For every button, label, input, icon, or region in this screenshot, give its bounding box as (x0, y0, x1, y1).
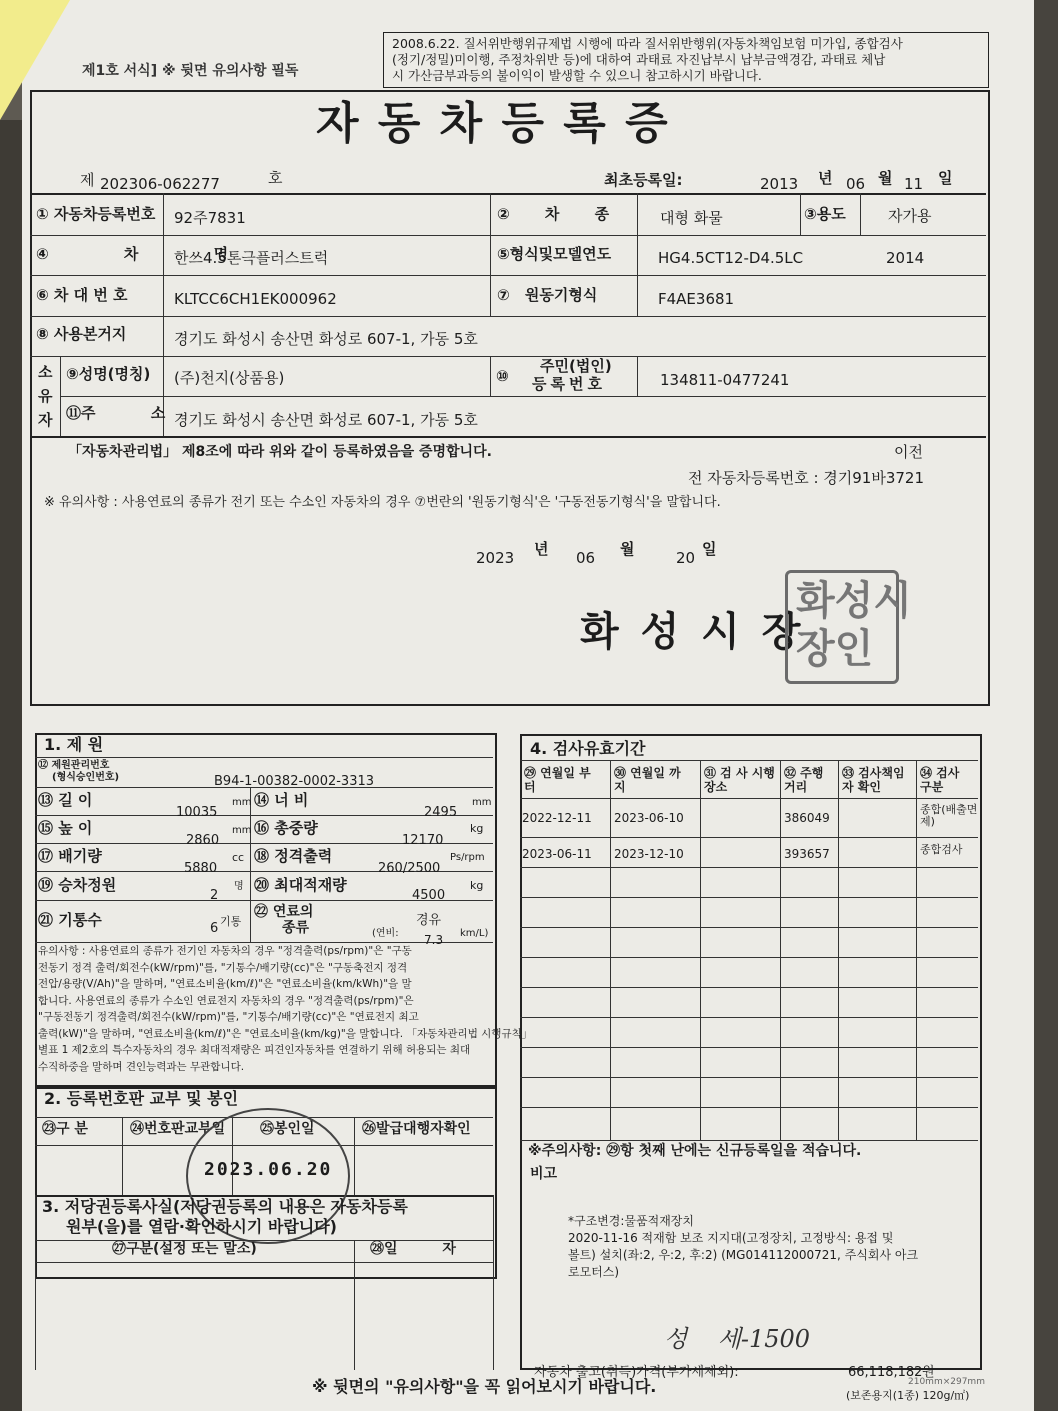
grid-line (520, 1107, 978, 1108)
handwritten-note: 성 세-1500 (664, 1325, 811, 1353)
document-title: 자 동 차 등 록 증 (316, 98, 670, 149)
base-value: 경기도 화성시 송산면 화성로 607-1, 가동 5호 (174, 330, 478, 348)
price-unit: 원 (922, 1365, 935, 1380)
grid-line (700, 760, 701, 1140)
month-char: 월 (878, 169, 893, 187)
grid-line (520, 897, 978, 898)
spec-note-line: 전동기 정격 출력/회전수(kW/rpm)"를, "기통수/배기량(cc)"은 "구동축전지 정격 (38, 961, 408, 974)
max-load-unit: kg (470, 879, 484, 892)
page-shadow-right (1034, 0, 1058, 1411)
grid-line (30, 436, 986, 438)
caution-note: ※ 유의사항 : 사용연료의 종류가 전기 또는 수소인 자동차의 경우 ⑦번란의 '원동기형식'은 '구동전동기형식'을 말합니다. (44, 495, 721, 510)
grid-line (800, 193, 801, 235)
issue-month: 06 (576, 549, 596, 567)
grid-line (122, 1117, 123, 1195)
issue-year-char: 년 (534, 540, 549, 558)
grid-line (520, 760, 978, 761)
footer-notice: ※ 뒷면의 "유의사항"을 꼭 읽어보시기 바랍니다. (312, 1377, 657, 1396)
grid-line (860, 193, 861, 235)
notice-line: (정기/정밀)미이행, 주정차위반 등)에 대하여 과태료 자진납부시 납부금액경감, 과태료 체납 (392, 52, 886, 67)
grid-line (916, 760, 917, 1140)
grid-line (520, 867, 978, 868)
id-label-line1: 주민(법인) (540, 357, 612, 375)
id-label-line2: 등록번호 (532, 375, 606, 393)
length-value: 10035 (176, 805, 218, 820)
remarks-line: 로모터스) (568, 1265, 620, 1279)
vehicle-name-value: 한쓰4.5톤극플러스트럭 (174, 249, 329, 267)
inspection-cell-to: 2023-06-10 (614, 811, 684, 825)
spec-no-label: ⑫ 제원관리번호 (38, 760, 110, 771)
grid-line (30, 193, 986, 195)
spec-note-line: "구동전동기 정격출력/회전수(kW/rpm)"를, "기통수/배기량(cc)"은 "연료전지 최고 (38, 1011, 419, 1023)
spec-no-label-sub: (형식승인번호) (52, 772, 120, 783)
height-unit: mm (232, 825, 252, 836)
cylinders-label: ㉑ 기통수 (38, 911, 102, 929)
prev-label: 이전 (894, 443, 923, 461)
grid-line (520, 1077, 978, 1078)
owner-name-label: ⑨성명(명칭) (66, 365, 151, 383)
rated-power-unit: Ps/rpm (450, 852, 485, 863)
base-label: ⑧ 사용본거지 (36, 325, 127, 343)
grid-line (490, 193, 491, 316)
grid-line (520, 957, 978, 958)
grid-line (520, 927, 978, 928)
spec-note-line: 출력(kW)"을 말하며, "연료소비율(km/ℓ)"은 "연료소비율(km/kg)"을 말합니다. 「자동차관리법 시행규칙」 (38, 1027, 533, 1040)
seats-unit: 명 (234, 881, 244, 892)
fuel-label-sub: 종류 (282, 920, 310, 936)
paper-size: 210mm×297mm (908, 1377, 985, 1387)
height-label: ⑮ 높 이 (38, 819, 93, 837)
inspection-cell-km: 393657 (784, 847, 830, 861)
grid-line (520, 1047, 978, 1048)
grid-line (354, 1240, 355, 1370)
address-value: 경기도 화성시 송산면 화성로 607-1, 가동 5호 (174, 411, 478, 429)
reg-no-label: ① 자동차등록번호 (36, 205, 156, 223)
day-char: 일 (938, 169, 953, 187)
form-reference: 제1호 서식] ※ 뒷면 유의사항 필독 (82, 63, 299, 79)
year-char: 년 (818, 169, 833, 187)
efficiency-label: (연비: (372, 928, 399, 939)
first-reg-day: 11 (904, 175, 924, 193)
grid-line (520, 1140, 978, 1141)
first-reg-label: 최초등록일: (604, 171, 683, 189)
spec-note-line: 합니다. 사용연료의 종류가 수소인 연료전지 자동차의 경우 "정격출력(ps/rpm)"은 (38, 994, 414, 1007)
owner-name-value: (주)천지(상품용) (174, 369, 285, 387)
inspection-col-header: ㉚ 연월일 까 지 (614, 766, 681, 794)
inspection-cell-km: 386049 (784, 811, 830, 825)
price-label: 자동차 출고(취득)가격(부가세제외): (534, 1365, 739, 1380)
vehicle-type-label: ② 차 종 (497, 205, 610, 223)
grid-line (838, 760, 839, 1140)
length-label: ⑬ 길 이 (38, 791, 93, 809)
grid-line (520, 987, 978, 988)
seal-text-top: 화성시 (796, 578, 912, 624)
use-value: 자가용 (888, 207, 932, 225)
mortgage-header-type: ㉗구분(설정 또는 말소) (112, 1241, 257, 1257)
gross-weight-unit: kg (470, 822, 484, 835)
displacement-value: 5880 (184, 861, 218, 876)
seats-label: ⑲ 승차정원 (38, 876, 117, 894)
remarks-line: 2020-11-16 적재함 보조 지지대(고정장치, 고정방식: 용접 및 (568, 1231, 894, 1245)
inspection-title: 4. 검사유효기간 (530, 739, 646, 758)
remarks-line: 볼트) 설치(좌:2, 우:2, 후:2) (MG014112000721, 주식회사 아크 (568, 1248, 919, 1262)
grid-line (493, 1195, 494, 1370)
vehicle-type-value: 대형 화물 (660, 209, 723, 227)
max-load-label: ⑳ 최대적재량 (254, 876, 347, 894)
issue-month-char: 월 (620, 540, 635, 558)
plates-header-sealed: ㉕봉인일 (260, 1121, 315, 1137)
use-label: ③용도 (804, 205, 846, 223)
vehicle-name-label: ④ 차 명 (36, 245, 229, 263)
grid-line (520, 798, 978, 799)
displacement-label: ⑰ 배기량 (38, 847, 102, 865)
inspection-col-header: ㉙ 연월일 부 터 (524, 766, 591, 794)
model-value: HG4.5CT12-D4.5LC (658, 249, 804, 267)
notice-line: 시 가산금부과등의 불이익이 발생할 수 있으니 참고하시기 바랍니다. (392, 68, 762, 83)
remarks-line: *구조변경:물품적재장치 (568, 1214, 694, 1228)
grid-line (30, 316, 986, 317)
reg-no-value: 92주7831 (174, 209, 246, 227)
id-circle-num: ⑩ (496, 367, 509, 385)
width-unit: mm (472, 797, 492, 808)
cylinders-unit: 기통 (220, 915, 242, 928)
seats-value: 2 (210, 888, 219, 903)
grid-line (354, 1117, 355, 1195)
grid-line (610, 760, 611, 1140)
rated-power-value: 260/2500 (378, 861, 441, 876)
grid-line (637, 193, 638, 316)
remarks-label: 비고 (530, 1166, 558, 1182)
grid-line (35, 757, 493, 758)
vin-label: ⑥ 차 대 번 호 (36, 286, 128, 304)
grid-line (30, 235, 986, 236)
official-seal (785, 570, 912, 684)
first-reg-month: 06 (846, 175, 866, 193)
mortgage-title: 3. 저당권등록사실(저당권등록의 내용은 자동차등록 (42, 1197, 408, 1216)
inspection-col-header: ㉝ 검사책임자 확인 (842, 766, 905, 794)
efficiency-value: 7.3 (424, 933, 444, 947)
issue-day-char: 일 (702, 540, 717, 558)
grid-line (30, 356, 986, 357)
inspection-col-header: ㉛ 검 사 시행장소 (704, 766, 775, 794)
cylinders-value: 6 (210, 921, 219, 936)
spec-no-value: B94-1-00382-0002-3313 (214, 774, 375, 789)
paper-stock: (보존용지(1종) 120g/㎡) (846, 1389, 970, 1402)
inspection-notice: ※주의사항: ㉙항 첫째 난에는 신규등록일을 적습니다. (528, 1143, 862, 1159)
spec-note-line: 전압/용량(V/Ah)"을 말하며, "연료소비율(km/ℓ)"은 "연료소비율(km/kWh)"을 말 (38, 978, 412, 990)
max-load-value: 4500 (412, 888, 446, 903)
plates-header-type: ㉓구 분 (42, 1121, 88, 1137)
inspection-cell-to: 2023-12-10 (614, 847, 684, 861)
inspection-col-header: ㉞ 검사 구분 (920, 766, 960, 794)
seal-text-bottom: 장인 (796, 626, 874, 672)
engine-label: ⑦ 원동기형식 (497, 286, 598, 304)
grid-line (60, 396, 986, 397)
height-value: 2860 (186, 833, 220, 848)
grid-line (520, 837, 978, 838)
inspection-cell-kind: 종합(배출면제) (920, 803, 978, 829)
id-value: 134811-0477241 (660, 371, 790, 389)
price-value: 66,118,182 (848, 1365, 923, 1380)
grid-line (780, 760, 781, 1140)
certification-statement: 「자동차관리법」 제8조에 따라 위와 같이 등록하였음을 증명합니다. (68, 444, 492, 460)
mortgage-title-cont: 원부(을)를 열람·확인하시기 바랍니다) (66, 1217, 337, 1236)
displacement-unit: cc (232, 851, 245, 864)
notice-line: 2008.6.22. 질서위반행위규제법 시행에 따라 질서위반행위(자동차책임보험 미가입, 종합검사 (392, 36, 903, 51)
cert-no: 202306-062277 (100, 175, 220, 193)
plates-header-agent: ㉖발급대행자확인 (362, 1121, 471, 1137)
cert-no-prefix: 제 (80, 171, 95, 189)
spec-note-line: 유의사항 : 사용연료의 종류가 전기인 자동차의 경우 "정격출력(ps/rpm)"은 "구동 (38, 945, 412, 957)
cert-no-suffix: 호 (268, 169, 283, 187)
model-label: ⑤형식및모델연도 (497, 245, 612, 263)
grid-line (30, 275, 986, 276)
page-shadow (0, 120, 22, 1411)
first-reg-year: 2013 (760, 175, 799, 193)
address-label: ⑪주 소 (66, 404, 166, 422)
grid-line (60, 356, 61, 436)
gross-weight-value: 12170 (402, 833, 444, 848)
model-year-value: 2014 (886, 249, 925, 267)
grid-line (520, 1017, 978, 1018)
vin-value: KLTCC6CH1EK000962 (174, 290, 337, 308)
grid-line (250, 787, 251, 942)
width-label: ⑭ 너 비 (254, 791, 309, 809)
rated-power-label: ⑱ 정격출력 (254, 847, 333, 865)
plates-section-title: 2. 등록번호판 교부 및 봉인 (44, 1089, 239, 1108)
inspection-cell-from: 2023-06-11 (522, 847, 592, 861)
prev-reg-no: 전 자동차등록번호 : 경기91바3721 (688, 469, 925, 487)
mortgage-header-date: ㉘일 자 (370, 1241, 456, 1257)
engine-value: F4AE3681 (658, 290, 735, 308)
grid-line (490, 356, 491, 396)
spec-note-line: 별표 1 제2호의 특수자동차의 경우 최대적재량은 피견인자동차를 연결하기 위해 허용되는 최대 (38, 1044, 471, 1056)
fuel-value: 경유 (416, 913, 442, 928)
inspection-col-header: ㉜ 주행 거리 (784, 766, 824, 794)
specs-section-title: 1. 제 원 (44, 735, 104, 754)
grid-line (637, 356, 638, 396)
issue-day: 20 (676, 549, 696, 567)
gross-weight-label: ⑯ 총중량 (254, 819, 318, 837)
spec-note-line: 수직하중을 말하며 견인능력과는 무관합니다. (38, 1060, 245, 1073)
owner-side-label: 소유자 (38, 363, 53, 429)
grid-line (163, 193, 164, 436)
fuel-label: ㉒ 연료의 (254, 904, 314, 920)
issuer-name: 화 성 시 장 (580, 608, 805, 655)
inspection-cell-from: 2022-12-11 (522, 811, 592, 825)
inspection-cell-kind: 종합검사 (920, 843, 963, 856)
plates-header-issued: ㉔번호판교부일 (130, 1121, 226, 1137)
issue-year: 2023 (476, 549, 515, 567)
length-unit: mm (232, 797, 252, 808)
width-value: 2495 (424, 805, 458, 820)
grid-line (35, 1195, 36, 1370)
efficiency-unit: km/L) (460, 928, 489, 939)
grid-line (35, 1262, 493, 1263)
stamp-date: 2023.06.20 (204, 1159, 333, 1180)
